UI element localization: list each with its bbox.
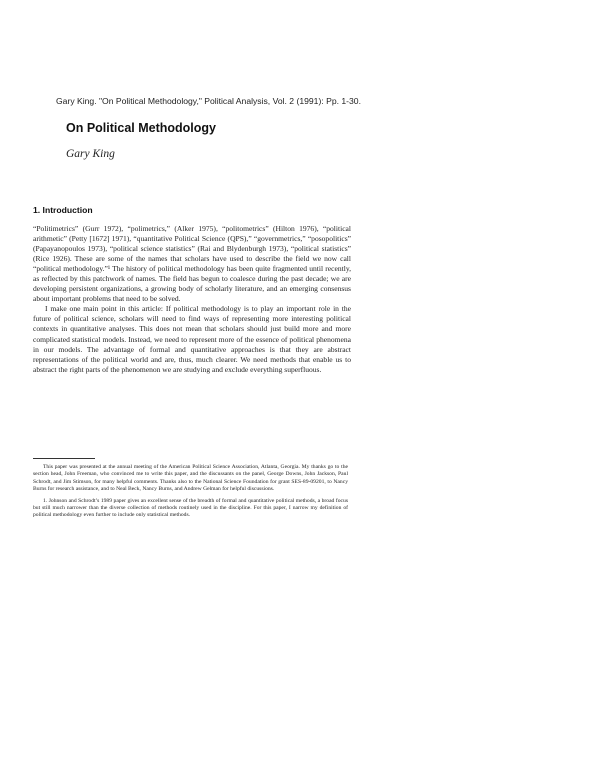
paragraph: “Politimetrics” (Gurr 1972), “polimetrics,” (Alker 1975), “politometrics” (Hilton 1976), “political arithmetic” (Petty [1672] 1971), “quantitative Political Science (QPS),” “governmetrics,” “posopolitics” (Papayanopoulos 1973), “political science statistics” (Rai and Blydenburgh 1973), “political statistics” (Rice 1926). These are some of the names that scholars have used to describe the field we now call “political methodology.”¹ The history of political methodology has been quite fragmented until recently, as reflected by this patchwork of names. The field has begun to coalesce during the past decade; we are developing persistent organizations, a growing body of scholarly literature, and an emerging consensus about important problems that need to be solved. xyxy=(33,224,351,304)
article-title: On Political Methodology xyxy=(66,121,216,135)
footnote-divider xyxy=(33,458,95,459)
footnote-1: 1. Johnson and Schrodt’s 1989 paper gives an excellent sense of the breadth of formal and quantitative political methods, a broad focus but still much narrower than the diverse collection of methods routinely used in the discipline. For this paper, I narrow my definition of political methodology even further to include only statistical methods. xyxy=(33,497,348,519)
footnotes xyxy=(33,464,348,520)
body-text xyxy=(33,224,351,375)
article-author: Gary King xyxy=(66,148,115,160)
section-heading: 1. Introduction xyxy=(33,205,93,215)
citation-header: Gary King. "On Political Methodology," Political Analysis, Vol. 2 (1991): Pp. 1-30. xyxy=(56,96,361,106)
footnote-acknowledgment: This paper was presented at the annual meeting of the American Political Science Association, Atlanta, Georgia. My thanks go to the section head, John Freeman, who convinced me to write this paper, and the discussants on the panel, George Downs, John Jackson, Paul Schrodt, and Jim Stimson, for many helpful comments. Thanks also to the National Science Foundation for grant SES-89-09201, to Nancy Burns for research assistance, and to Neal Beck, Nancy Burns, and Andrew Gelman for helpful discussions. xyxy=(33,464,348,493)
paragraph: I make one main point in this article: If political methodology is to play an important role in the future of political science, scholars will need to find ways of representing more interesting political contexts in quantitative analyses. This does not mean that scholars should just build more and more complicated statistical models. Instead, we need to represent more of the essence of political phenomena in our models. The advantage of formal and quantitative approaches is that they are abstract representations of the political world and are, thus, much clearer. We need methods that enable us to abstract the right parts of the phenomenon we are studying and exclude everything superfluous. xyxy=(33,304,351,374)
